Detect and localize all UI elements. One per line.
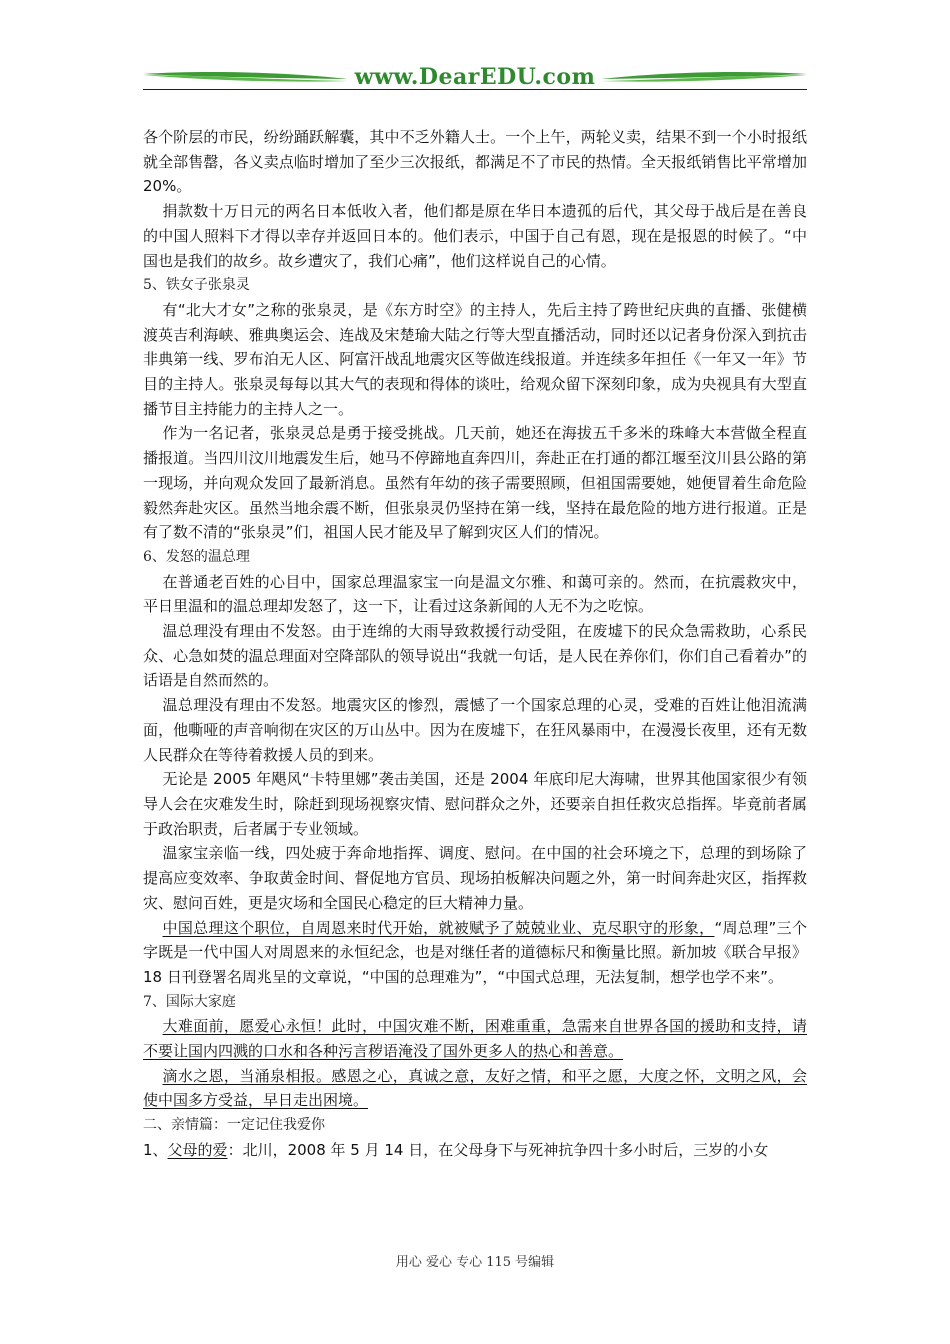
paragraph: 温总理没有理由不发怒。由于连绵的大雨导致救援行动受阻，在废墟下的民众急需救助，心系民众、心急如焚的温总理面对空降部队的领导说出“我就一句话，是人民在养你们，你们自己看着办”的话语是自然而然的。 [143, 622, 807, 690]
page-footer: 用心 爱心 专心 115 号编辑 [395, 1255, 555, 1270]
site-logo-text: www.DearEDU.com [354, 64, 596, 90]
underlined-text: 大难面前，愿爱心永恒！此时，中国灾难不断，困难重重，急需来自世界各国的援助和支持，请不要让国内四溅的口水和各种污言秽语淹没了国外更多人的热心和善意。 [143, 1017, 807, 1061]
paragraph: 温总理没有理由不发怒。地震灾区的惨烈，震憾了一个国家总理的心灵，受难的百姓让他泪流满面，他嘶哑的声音响彻在灾区的万山丛中。因为在废墟下，在狂风暴雨中，在漫漫长夜里，还有无数人民群众在等待着救援人员的到来。 [143, 696, 807, 764]
item-title: 父母的爱 [167, 1140, 228, 1159]
paragraph: 在普通老百姓的心目中，国家总理温家宝一向是温文尔雅、和蔼可亲的。然而，在抗震救灾中，平日里温和的温总理却发怒了，这一下，让看过这条新闻的人无不为之吃惊。 [143, 572, 807, 616]
paragraph: 无论是 2005 年飓风“卡特里娜”袭击美国，还是 2004 年底印尼大海啸，世界其他国家很少有领导人会在灾难发生时，除赶到现场视察灾情、慰问群众之外，还要亲自担任救灾总指挥。毕竟前者属于政治职责，后者属于专业领域。 [143, 770, 807, 838]
item-text: ：北川，2008 年 5 月 14 日，在父母身下与死神抗争四十多小时后，三岁的小女 [227, 1140, 769, 1159]
list-item [143, 1138, 807, 1163]
document-body [143, 125, 807, 1163]
paragraph [143, 1014, 807, 1063]
section-heading: 5、铁女子张泉灵 [143, 277, 250, 294]
paragraph-text: “周总理”三个字既是一代中国人对周恩来的永恒纪念，也是对继任者的道德标尺和衡量比照。新加坡《联合早报》18 日刊登署名周兆呈的文章说，“中国的总理难为”，“中国式总理，无法复制，想学也学不来”。 [143, 918, 807, 986]
section-heading: 6、发怒的温总理 [143, 548, 250, 565]
paragraph [143, 1064, 807, 1113]
site-header [143, 62, 807, 92]
paragraph: 作为一名记者，张泉灵总是勇于接受挑战。几天前，她还在海拔五千多米的珠峰大本营做全程直播报道。当四川汶川地震发生后，她马不停蹄地直奔四川，奔赴正在打通的都江堰至汶川县公路的第一现场，并向观众发回了最新消息。虽然有年幼的孩子需要照顾，但祖国需要她，她便冒着生命危险毅然奔赴灾区。虽然当地余震不断，但张泉灵仍坚持在第一线，坚持在最危险的地方进行报道。正是有了数不清的“张泉灵”们，祖国人民才能及早了解到灾区人们的情况。 [143, 424, 807, 542]
item-number: 1、 [143, 1140, 168, 1159]
paragraph: 温家宝亲临一线，四处疲于奔命地指挥、调度、慰问。在中国的社会环境之下，总理的到场除了提高应变效率、争取黄金时间、督促地方官员、现场拍板解决问题之外，第一时间奔赴灾区，指挥救灾、慰问百姓，更是灾场和全国民心稳定的巨大精神力量。 [143, 844, 807, 912]
paragraph: 各个阶层的市民，纷纷踊跃解囊，其中不乏外籍人士。一个上午，两轮义卖，结果不到一个小时报纸就全部售罄，各义卖点临时增加了至少三次报纸，都满足不了市民的热情。全天报纸销售比平常增加 20%。 [143, 128, 807, 196]
paragraph: 捐款数十万日元的两名日本低收入者，他们都是原在华日本遗孤的后代，其父母于战后是在善良的中国人照料下才得以幸存并返回日本的。他们表示，中国于自己有恩，现在是报恩的时候了。“中国也是我们的故乡。故乡遭灾了，我们心痛”，他们这样说自己的心情。 [143, 202, 807, 270]
underlined-text: 中国总理这个职位，自周恩来时代开始，就被赋予了兢兢业业、克尽职守的形象， [162, 918, 715, 937]
underlined-text: 滴水之恩，当涌泉相报。感恩之心，真诚之意，友好之情，和平之愿，大度之怀，文明之风，会使中国多方受益，早日走出困境。 [143, 1066, 807, 1110]
section-heading: 7、国际大家庭 [143, 993, 236, 1010]
paragraph [143, 916, 807, 990]
header-divider [143, 89, 807, 90]
paragraph: 有“北大才女”之称的张泉灵，是《东方时空》的主持人，先后主持了跨世纪庆典的直播、张健横渡英吉利海峡、雅典奥运会、连战及宋楚瑜大陆之行等大型直播活动，同时还以记者身份深入到抗击非典第一线、罗布泊无人区、阿富汗战乱地震灾区等做连线报道。并连续多年担任《一年又一年》节目的主持人。张泉灵每每以其大气的表现和得体的谈吐，给观众留下深刻印象，成为央视具有大型直播节目主持能力的主持人之一。 [143, 300, 807, 418]
chapter-heading: 二、亲情篇：一定记住我爱你 [143, 1117, 325, 1134]
